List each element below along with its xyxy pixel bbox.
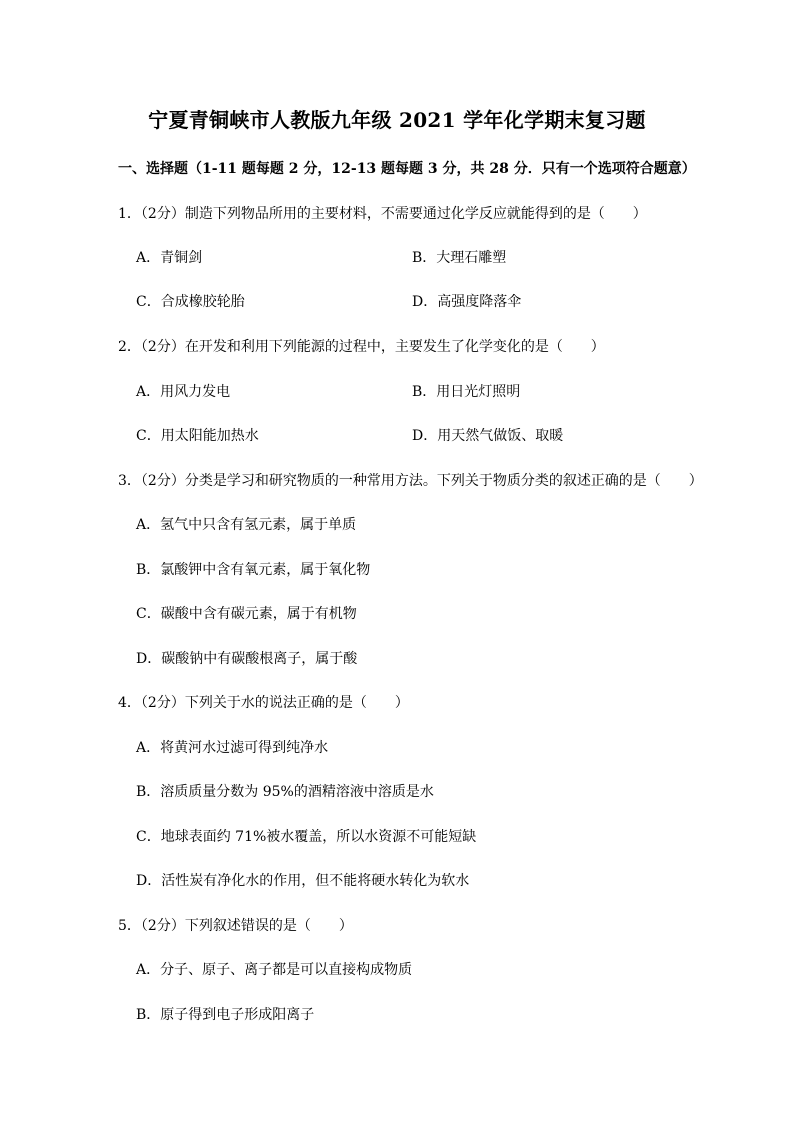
question-4-option-d: D．活性炭有净化水的作用，但不能将硬水转化为软水 [136,873,470,889]
question-4-option-b: B．溶质质量分数为 95%的酒精溶液中溶质是水 [136,784,434,800]
page-title: 宁夏青铜峡市人教版九年级 2021 学年化学期末复习题 [148,108,646,132]
question-1-option-b: B．大理石雕塑 [412,250,507,266]
question-5-option-a: A．分子、原子、离子都是可以直接构成物质 [136,962,413,978]
question-1-option-d: D．高强度降落伞 [412,294,522,310]
section-heading: 一、选择题（1-11 题每题 2 分，12-13 题每题 3 分，共 28 分．只有一个选项符合题意） [118,161,696,177]
question-1-option-c: C．合成橡胶轮胎 [136,294,245,310]
question-1-option-a: A．青铜剑 [136,250,203,266]
question-5-stem: 5．（2分）下列叙述错误的是（ ） [118,918,353,934]
question-2-option-c: C．用太阳能加热水 [136,428,259,444]
question-3-option-a: A．氢气中只含有氢元素，属于单质 [136,517,357,533]
question-4-option-a: A．将黄河水过滤可得到纯净水 [136,740,329,756]
question-2-stem: 2．（2分）在开发和利用下列能源的过程中，主要发生了化学变化的是（ ） [118,339,605,355]
question-5-option-b: B．原子得到电子形成阳离子 [136,1007,315,1023]
question-1-stem: 1．（2分）制造下列物品所用的主要材料，不需要通过化学反应就能得到的是（ ） [118,206,647,222]
question-4-option-c: C．地球表面约 71%被水覆盖，所以水资源不可能短缺 [136,829,477,845]
question-3-option-c: C．碳酸中含有碳元素，属于有机物 [136,606,357,622]
question-2-option-d: D．用天然气做饭、取暖 [412,428,564,444]
question-3-option-b: B．氯酸钾中含有氧元素，属于氧化物 [136,562,371,578]
question-3-stem: 3．（2分）分类是学习和研究物质的一种常用方法。下列关于物质分类的叙述正确的是（ ） [118,473,703,489]
question-3-option-d: D．碳酸钠中有碳酸根离子，属于酸 [136,651,358,667]
question-2-option-a: A．用风力发电 [136,384,231,400]
question-4-stem: 4．（2分）下列关于水的说法正确的是（ ） [118,695,409,711]
question-2-option-b: B．用日光灯照明 [412,384,521,400]
